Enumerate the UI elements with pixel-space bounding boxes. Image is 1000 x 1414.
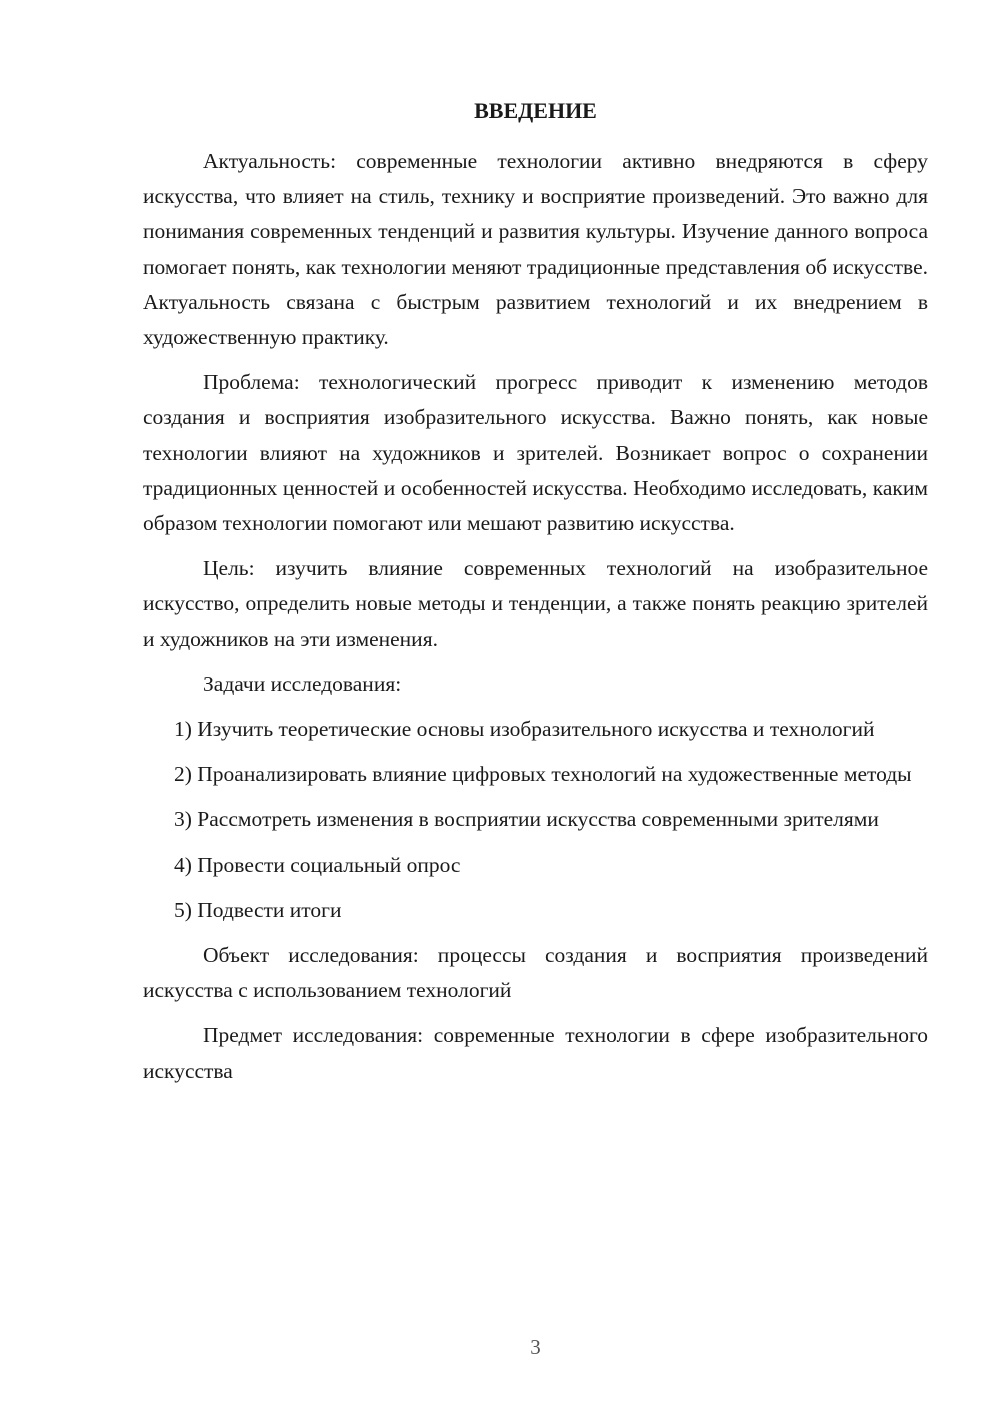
paragraph-relevance: Актуальность: современные технологии активно внедряются в сферу искусства, что влияет на стиль, технику и восприятие произведений. Это важно для понимания современных тенденций и развития культуры. Изучение данного вопроса помогает понять, как технологии меняют традиционные представления об искусстве. Актуальность связана с быстрым развитием технологий и их внедрением в художественную практику. bbox=[143, 149, 928, 350]
page-title: ВВЕДЕНИЕ bbox=[474, 98, 597, 123]
page-number: 3 bbox=[530, 1335, 541, 1359]
paragraph-problem: Проблема: технологический прогресс приводит к изменению методов создания и восприятия изобразительного искусства. Важно понять, как новые технологии влияют на художников и зрителей. Возникает вопрос о сохранении традиционных ценностей и особенностей искусства. Необходимо исследовать, каким образом технологии помогают или мешают развитию искусства. bbox=[143, 370, 928, 536]
document-body bbox=[143, 144, 928, 1099]
task-item-2: 2) Проанализировать влияние цифровых технологий на художественные методы bbox=[174, 762, 912, 787]
task-item-1: 1) Изучить теоретические основы изобразительного искусства и технологий bbox=[174, 717, 875, 742]
task-item-5: 5) Подвести итоги bbox=[174, 897, 342, 922]
paragraph-tasks-heading: Задачи исследования: bbox=[203, 671, 402, 696]
task-item-4: 4) Провести социальный опрос bbox=[174, 852, 461, 877]
task-item-3: 3) Рассмотреть изменения в восприятии искусства современными зрителями bbox=[174, 807, 879, 832]
document-page bbox=[143, 0, 928, 1414]
paragraph-object: Объект исследования: процессы создания и восприятия произведений искусства с использованием технологий bbox=[143, 943, 928, 1003]
paragraph-goal: Цель: изучить влияние современных технологий на изобразительное искусство, определить новые методы и тенденции, а также понять реакцию зрителей и художников на эти изменения. bbox=[143, 556, 928, 651]
paragraph-subject: Предмет исследования: современные технологии в сфере изобразительного искусства bbox=[143, 1023, 928, 1083]
